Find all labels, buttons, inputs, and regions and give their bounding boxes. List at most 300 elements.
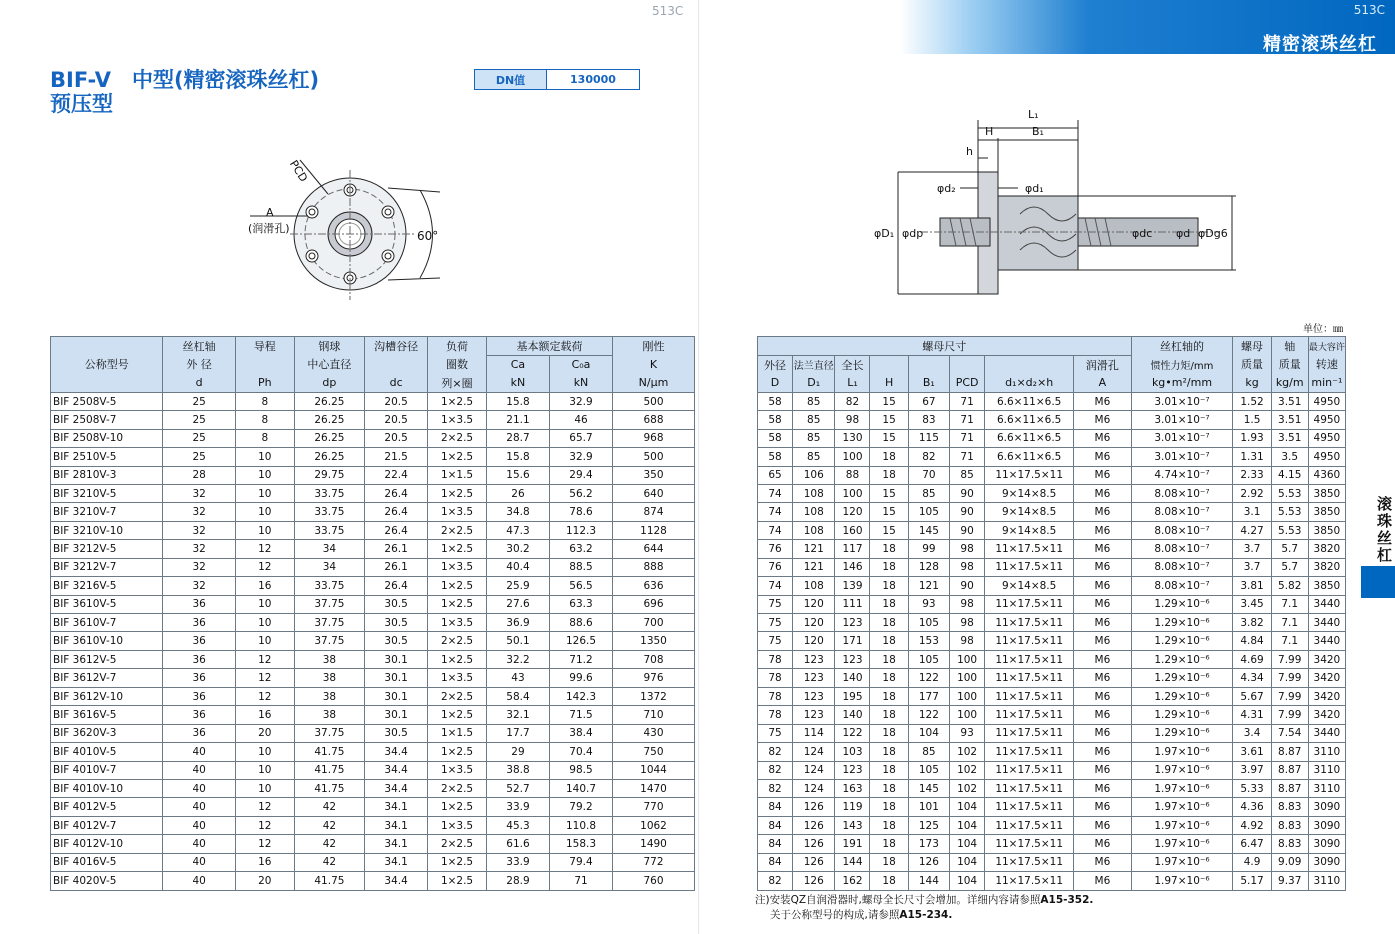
cell-B1: 125 [908,816,949,834]
cell-D1: 120 [793,614,835,632]
cell-ph: 10 [235,484,294,502]
cell-PCD: 100 [950,706,985,724]
table-row [51,779,695,797]
cell-D: 78 [758,650,793,668]
cell-d: 36 [163,595,235,613]
cell-ca: 33.9 [486,798,549,816]
cell-ph: 10 [235,521,294,539]
cell-c0a: 78.6 [549,503,612,521]
cell-D: 82 [758,743,793,761]
cell-shaft: 4.15 [1271,466,1308,484]
cell-dh: 11×17.5×11 [985,687,1074,705]
cell-shaft: 7.1 [1271,632,1308,650]
cell-dh: 11×17.5×11 [985,761,1074,779]
cell-PCD: 104 [950,798,985,816]
dc-label: φdc [1132,227,1153,240]
cell-k: 760 [613,872,695,890]
cell-nut: 3.81 [1233,577,1271,595]
cell-L1: 123 [835,614,870,632]
cell-model: BIF 3210V-10 [51,521,163,539]
cell-k: 1044 [613,761,695,779]
cell-dh: 11×17.5×11 [985,872,1074,890]
h-label: h [966,145,973,158]
cell-B1: 173 [908,835,949,853]
col-H-2: H [870,374,908,393]
cell-H: 18 [870,632,908,650]
cell-A: M6 [1074,466,1131,484]
cell-H: 18 [870,761,908,779]
col-shaft-mass-3: kg/m [1271,374,1308,393]
cell-L1: 88 [835,466,870,484]
cell-nut: 4.84 [1233,632,1271,650]
cell-ph: 10 [235,761,294,779]
cell-nut: 3.7 [1233,540,1271,558]
cell-shaft: 7.99 [1271,706,1308,724]
cell-shaft: 5.53 [1271,484,1308,502]
cell-nut: 3.45 [1233,595,1271,613]
cell-B1: 121 [908,577,949,595]
cell-turns: 1×2.5 [428,650,487,668]
col-D-2: D [758,374,793,393]
table-row [51,411,695,429]
cell-H: 18 [870,798,908,816]
cell-dc: 20.5 [365,392,428,410]
cell-D1: 121 [793,540,835,558]
cell-dp: 26.25 [294,448,364,466]
cell-model: BIF 3216V-5 [51,577,163,595]
table-row [758,614,1346,632]
col-rpm-2: 转速 [1308,355,1345,374]
cell-PCD: 104 [950,816,985,834]
L1-label: L₁ [1028,108,1039,121]
cell-ca: 61.6 [486,835,549,853]
cell-B1: 144 [908,872,949,890]
cell-L1: 117 [835,540,870,558]
cell-L1: 195 [835,687,870,705]
cell-nut: 1.5 [1233,411,1271,429]
cell-PCD: 100 [950,687,985,705]
dn-value: 130000 [570,73,616,86]
cell-k: 976 [613,669,695,687]
spec-table-left [50,336,695,891]
cell-d: 28 [163,466,235,484]
cell-rpm: 3110 [1308,872,1345,890]
cell-nut: 4.92 [1233,816,1271,834]
cell-turns: 1×3.5 [428,614,487,632]
cell-PCD: 98 [950,595,985,613]
cell-ph: 12 [235,816,294,834]
pcd-label: PCD [286,158,311,185]
cell-turns: 1×2.5 [428,798,487,816]
cell-model: BIF 4012V-10 [51,835,163,853]
col-c0a-2: kN [549,374,612,393]
table-row [51,540,695,558]
cell-d: 40 [163,743,235,761]
cell-ca: 15.6 [486,466,549,484]
table-row [758,706,1346,724]
cell-ph: 10 [235,614,294,632]
cell-rpm: 3440 [1308,724,1345,742]
cell-k: 1372 [613,687,695,705]
cell-B1: 115 [908,429,949,447]
cell-ca: 43 [486,669,549,687]
cell-rpm: 3110 [1308,743,1345,761]
cell-PCD: 90 [950,503,985,521]
cell-D1: 114 [793,724,835,742]
cell-c0a: 79.2 [549,798,612,816]
cell-d: 40 [163,872,235,890]
cell-ca: 36.9 [486,614,549,632]
table-row [51,632,695,650]
cell-rpm: 3090 [1308,853,1345,871]
cell-A: M6 [1074,816,1131,834]
cell-shaft: 9.09 [1271,853,1308,871]
cell-ca: 33.9 [486,853,549,871]
cell-c0a: 38.4 [549,724,612,742]
table-row [758,650,1346,668]
cell-model: BIF 4016V-5 [51,853,163,871]
cell-inertia: 8.08×10⁻⁷ [1131,521,1233,539]
col-model: 公称型号 [51,337,163,393]
cell-H: 18 [870,448,908,466]
table-row [51,743,695,761]
cell-ph: 16 [235,577,294,595]
cell-B1: 145 [908,521,949,539]
cell-k: 750 [613,743,695,761]
category-header-band [900,0,1395,54]
table-row [758,392,1346,410]
cell-d: 36 [163,669,235,687]
cell-PCD: 98 [950,558,985,576]
cell-c0a: 88.6 [549,614,612,632]
cell-ca: 50.1 [486,632,549,650]
cell-dp: 34 [294,540,364,558]
cell-dc: 30.1 [365,650,428,668]
cell-B1: 128 [908,558,949,576]
col-k-1: 刚性 [613,337,695,356]
cell-ca: 25.9 [486,577,549,595]
cell-D: 76 [758,540,793,558]
cell-rpm: 3420 [1308,650,1345,668]
cell-dp: 26.25 [294,429,364,447]
col-k-3: N/μm [613,374,695,393]
cell-d: 32 [163,503,235,521]
col-load-rating: 基本额定载荷 [486,337,612,356]
cell-PCD: 102 [950,761,985,779]
cell-ca: 30.2 [486,540,549,558]
cell-D: 82 [758,779,793,797]
cell-B1: 101 [908,798,949,816]
cell-nut: 3.4 [1233,724,1271,742]
cell-rpm: 3420 [1308,706,1345,724]
cell-H: 18 [870,540,908,558]
cell-inertia: 1.29×10⁻⁶ [1131,687,1233,705]
cell-c0a: 63.2 [549,540,612,558]
cell-D1: 123 [793,650,835,668]
cell-dh: 6.6×11×6.5 [985,429,1074,447]
cell-c0a: 32.9 [549,448,612,466]
table-row [51,650,695,668]
cell-dp: 41.75 [294,761,364,779]
col-inertia-2: 惯性力矩/mm [1131,355,1233,374]
cell-turns: 1×2.5 [428,484,487,502]
cell-rpm: 3110 [1308,779,1345,797]
cell-model: BIF 2508V-7 [51,411,163,429]
cell-d: 32 [163,521,235,539]
B1-label: B₁ [1032,125,1044,138]
cell-A: M6 [1074,798,1131,816]
cell-nut: 6.47 [1233,835,1271,853]
cell-H: 18 [870,687,908,705]
cell-dc: 34.4 [365,779,428,797]
cell-D1: 126 [793,872,835,890]
cell-B1: 99 [908,540,949,558]
cell-B1: 105 [908,503,949,521]
cell-dc: 26.4 [365,484,428,502]
cell-dh: 11×17.5×11 [985,614,1074,632]
cell-inertia: 8.08×10⁻⁷ [1131,540,1233,558]
cell-d: 36 [163,724,235,742]
cell-c0a: 71.5 [549,706,612,724]
cell-k: 500 [613,448,695,466]
table-row [758,724,1346,742]
cell-PCD: 71 [950,429,985,447]
cell-ca: 47.3 [486,521,549,539]
cell-ph: 10 [235,743,294,761]
cell-c0a: 70.4 [549,743,612,761]
cell-dh: 6.6×11×6.5 [985,411,1074,429]
cell-k: 1062 [613,816,695,834]
cell-k: 1490 [613,835,695,853]
cell-model: BIF 3610V-10 [51,632,163,650]
cell-dc: 20.5 [365,429,428,447]
cell-d: 40 [163,835,235,853]
note-2-ref[interactable]: A15-234. [899,909,953,921]
cell-d: 32 [163,577,235,595]
cell-d: 32 [163,484,235,502]
cell-shaft: 9.37 [1271,872,1308,890]
cell-k: 708 [613,650,695,668]
cell-nut: 1.93 [1233,429,1271,447]
cell-nut: 2.92 [1233,484,1271,502]
cell-turns: 1×3.5 [428,503,487,521]
cell-inertia: 1.97×10⁻⁶ [1131,853,1233,871]
cell-d: 40 [163,761,235,779]
cell-d: 25 [163,429,235,447]
d-label: φd [1176,227,1191,240]
table-row [758,595,1346,613]
cell-shaft: 8.83 [1271,798,1308,816]
col-dc-1: 沟槽谷径 [365,337,428,356]
col-inertia-3: kg•m²/mm [1131,374,1233,393]
cell-c0a: 110.8 [549,816,612,834]
cell-rpm: 3850 [1308,484,1345,502]
cell-B1: 145 [908,779,949,797]
table-row [51,484,695,502]
cell-A: M6 [1074,540,1131,558]
cell-B1: 85 [908,484,949,502]
table-row [758,558,1346,576]
cell-d: 40 [163,779,235,797]
cell-L1: 144 [835,853,870,871]
cell-PCD: 104 [950,872,985,890]
cell-H: 15 [870,484,908,502]
note-1-ref[interactable]: A15-352. [1040,894,1094,906]
cell-D1: 126 [793,798,835,816]
cell-ca: 40.4 [486,558,549,576]
cell-model: BIF 4012V-5 [51,798,163,816]
note-2-text: 关于公称型号的构成,请参照 [770,909,900,921]
cell-H: 18 [870,743,908,761]
cell-dh: 9×14×8.5 [985,484,1074,502]
cell-shaft: 3.51 [1271,429,1308,447]
cell-nut: 4.31 [1233,706,1271,724]
cell-shaft: 3.51 [1271,392,1308,410]
cell-dc: 26.4 [365,577,428,595]
cell-B1: 70 [908,466,949,484]
cell-dh: 11×17.5×11 [985,540,1074,558]
cell-inertia: 1.29×10⁻⁶ [1131,650,1233,668]
cell-ca: 17.7 [486,724,549,742]
cell-turns: 1×2.5 [428,595,487,613]
cell-turns: 1×2.5 [428,540,487,558]
cell-nut: 1.52 [1233,392,1271,410]
cell-A: M6 [1074,411,1131,429]
cell-D: 75 [758,632,793,650]
cell-ca: 15.8 [486,448,549,466]
cell-k: 636 [613,577,695,595]
col-dh-2: d₁×d₂×h [985,374,1074,393]
cell-ph: 12 [235,798,294,816]
cell-dp: 29.75 [294,466,364,484]
cell-dp: 37.75 [294,614,364,632]
cell-k: 700 [613,614,695,632]
cell-d: 36 [163,706,235,724]
col-D1-2: D₁ [793,374,835,393]
cell-D1: 85 [793,429,835,447]
cell-model: BIF 2508V-10 [51,429,163,447]
cell-shaft: 8.83 [1271,835,1308,853]
cell-d: 25 [163,411,235,429]
left-page-number: 513C [652,4,684,18]
cell-turns: 1×1.5 [428,466,487,484]
col-rpm-3: min⁻¹ [1308,374,1345,393]
cell-k: 770 [613,798,695,816]
table-row [51,798,695,816]
cell-rpm: 4950 [1308,392,1345,410]
cell-L1: 140 [835,669,870,687]
cell-D: 74 [758,503,793,521]
col-dp-2: 中心直径 [294,355,364,374]
cell-D1: 123 [793,669,835,687]
cell-PCD: 104 [950,853,985,871]
cell-nut: 4.34 [1233,669,1271,687]
cell-ph: 16 [235,853,294,871]
table-row [758,669,1346,687]
cell-shaft: 8.83 [1271,816,1308,834]
col-turns-1: 负荷 [428,337,487,356]
cell-ph: 12 [235,650,294,668]
cell-dh: 11×17.5×11 [985,779,1074,797]
cell-inertia: 1.29×10⁻⁶ [1131,632,1233,650]
cell-inertia: 4.74×10⁻⁷ [1131,466,1233,484]
cell-c0a: 71 [549,872,612,890]
cell-L1: 146 [835,558,870,576]
cell-PCD: 100 [950,650,985,668]
cell-dp: 37.75 [294,724,364,742]
cell-dc: 30.5 [365,595,428,613]
cell-rpm: 4950 [1308,411,1345,429]
cell-ca: 34.8 [486,503,549,521]
cell-rpm: 4950 [1308,448,1345,466]
cell-dh: 11×17.5×11 [985,558,1074,576]
col-L1-2: L₁ [835,374,870,393]
table-row [51,816,695,834]
cell-D: 78 [758,669,793,687]
cell-H: 18 [870,724,908,742]
cell-ph: 12 [235,687,294,705]
cell-rpm: 3820 [1308,540,1345,558]
cell-dh: 11×17.5×11 [985,798,1074,816]
cell-A: M6 [1074,595,1131,613]
cell-D: 58 [758,392,793,410]
col-d-1: 丝杠轴 [163,337,235,356]
cell-ca: 38.8 [486,761,549,779]
cell-D: 84 [758,798,793,816]
cell-dc: 34.1 [365,835,428,853]
cell-dh: 9×14×8.5 [985,577,1074,595]
col-L1-1: 全长 [835,355,870,374]
table-row [51,558,695,576]
table-row [51,669,695,687]
cell-dh: 11×17.5×11 [985,669,1074,687]
lube-hole-label: (润滑孔) [248,222,290,235]
cell-inertia: 1.97×10⁻⁶ [1131,816,1233,834]
cell-model: BIF 4010V-5 [51,743,163,761]
cell-PCD: 71 [950,411,985,429]
cell-k: 696 [613,595,695,613]
cell-dh: 6.6×11×6.5 [985,392,1074,410]
cell-shaft: 7.99 [1271,650,1308,668]
cell-nut: 4.9 [1233,853,1271,871]
table-row [758,540,1346,558]
cell-H: 18 [870,558,908,576]
cell-H: 18 [870,779,908,797]
cell-PCD: 102 [950,779,985,797]
cell-D: 58 [758,448,793,466]
cell-ph: 12 [235,669,294,687]
cell-L1: 123 [835,761,870,779]
cell-dh: 11×17.5×11 [985,835,1074,853]
col-inertia-1: 丝杠轴的 [1131,337,1233,356]
cell-L1: 143 [835,816,870,834]
cell-L1: 111 [835,595,870,613]
d1-label: φd₁ [1025,182,1044,195]
cell-shaft: 5.53 [1271,521,1308,539]
cell-c0a: 98.5 [549,761,612,779]
cell-dh: 11×17.5×11 [985,706,1074,724]
cell-rpm: 3850 [1308,521,1345,539]
cell-D1: 85 [793,392,835,410]
cell-d: 36 [163,632,235,650]
cell-nut: 3.82 [1233,614,1271,632]
cell-turns: 1×2.5 [428,392,487,410]
cell-model: BIF 4010V-7 [51,761,163,779]
cell-PCD: 90 [950,521,985,539]
table-row [51,853,695,871]
cell-rpm: 3090 [1308,816,1345,834]
cell-c0a: 140.7 [549,779,612,797]
